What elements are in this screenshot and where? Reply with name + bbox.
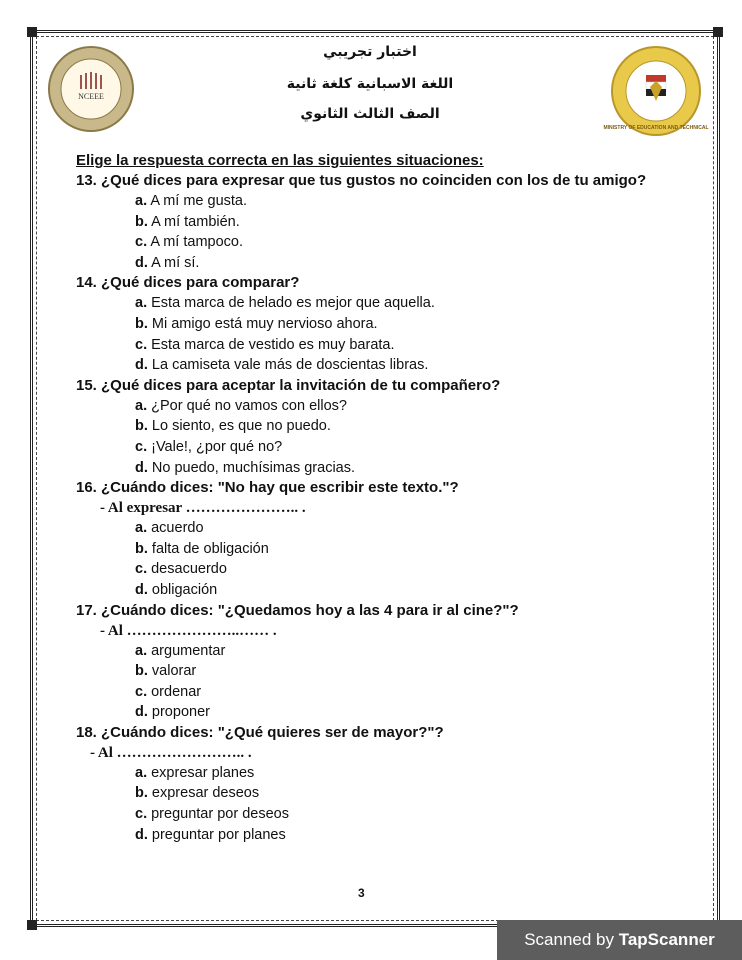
option-text: preguntar por planes xyxy=(147,826,286,843)
option-text: A mí me gusta. xyxy=(147,193,248,209)
option-text: falta de obligación xyxy=(147,540,269,557)
question-list xyxy=(76,171,696,845)
option-letter: d. xyxy=(135,581,148,598)
ministry-logo xyxy=(603,45,709,137)
option-letter: b. xyxy=(135,418,148,435)
answer-option[interactable] xyxy=(135,191,696,212)
option-text: ¿Por qué no vamos con ellos? xyxy=(147,397,347,414)
option-letter: d. xyxy=(135,254,148,271)
answer-option[interactable] xyxy=(135,335,696,356)
answer-option[interactable] xyxy=(135,763,696,784)
question-text: 18. ¿Cuándo dices: "¿Qué quieres ser de mayor?"? xyxy=(76,723,444,741)
answer-option[interactable] xyxy=(135,232,696,253)
option-letter: a. xyxy=(135,193,148,209)
option-letter: d. xyxy=(135,704,148,721)
scanner-watermark xyxy=(497,920,742,960)
option-letter: a. xyxy=(135,295,148,312)
question-text: 16. ¿Cuándo dices: "No hay que escribir este texto."? xyxy=(76,479,459,497)
option-letter: d. xyxy=(135,459,148,476)
border-corner xyxy=(27,920,37,930)
option-text: valorar xyxy=(147,663,197,680)
answer-option[interactable] xyxy=(135,396,696,417)
answer-option[interactable] xyxy=(135,212,696,233)
answer-option[interactable] xyxy=(135,804,696,825)
answer-option[interactable] xyxy=(135,314,696,335)
answer-option[interactable] xyxy=(135,253,696,274)
question-prompt: - Al expresar ………………….. . xyxy=(100,500,306,517)
option-letter: c. xyxy=(135,438,148,455)
option-text: preguntar por deseos xyxy=(147,806,289,823)
option-text: desacuerdo xyxy=(147,561,227,578)
option-letter: a. xyxy=(135,764,148,781)
scanner-prefix: Scanned by xyxy=(524,930,619,949)
option-letter: b. xyxy=(135,540,148,557)
option-text: expresar planes xyxy=(147,764,255,781)
option-letter: d. xyxy=(135,826,148,843)
question-text: 13. ¿Qué dices para expresar que tus gustos no coinciden con los de tu amigo? xyxy=(76,172,647,189)
question-text: 17. ¿Cuándo dices: "¿Quedamos hoy a las 4 para ir al cine?"? xyxy=(76,601,519,619)
nceee-logo xyxy=(47,45,135,133)
border-corner xyxy=(713,27,723,37)
option-text: Esta marca de vestido es muy barata. xyxy=(147,336,395,353)
option-letter: c. xyxy=(135,683,148,700)
option-letter: c. xyxy=(135,561,148,578)
option-text: obligación xyxy=(147,581,218,598)
answer-option[interactable] xyxy=(135,559,696,580)
option-letter: c. xyxy=(135,234,148,251)
question-prompt: - Al …………………..…… . xyxy=(100,622,277,639)
option-text: Lo siento, es que no puedo. xyxy=(147,418,331,435)
option-text: No puedo, muchísimas gracias. xyxy=(147,459,356,476)
question-prompt: - Al …………………….. . xyxy=(90,744,252,761)
exam-grade: الصف الثالث الثانوي xyxy=(300,106,440,122)
option-text: acuerdo xyxy=(147,520,204,537)
option-letter: c. xyxy=(135,336,148,353)
question-text: 14. ¿Qué dices para comparar? xyxy=(76,274,300,292)
option-text: A mí tampoco. xyxy=(147,234,244,251)
answer-option[interactable] xyxy=(135,580,696,601)
option-text: ¡Vale!, ¿por qué no? xyxy=(147,438,283,455)
answer-option[interactable] xyxy=(135,702,696,723)
answer-option[interactable] xyxy=(135,355,696,376)
answer-option[interactable] xyxy=(135,661,696,682)
option-text: expresar deseos xyxy=(147,785,260,802)
answer-option[interactable] xyxy=(135,518,696,539)
option-letter: a. xyxy=(135,397,148,414)
option-text: Esta marca de helado es mejor que aquella. xyxy=(147,295,435,312)
answer-option[interactable] xyxy=(135,416,696,437)
exam-title: اختبار تجريبي xyxy=(323,44,417,60)
option-text: Mi amigo está muy nervioso ahora. xyxy=(147,315,378,332)
answer-option[interactable] xyxy=(135,825,696,846)
answer-option[interactable] xyxy=(135,437,696,458)
answer-option[interactable] xyxy=(135,539,696,560)
option-letter: a. xyxy=(135,520,148,537)
exam-subject: اللغة الاسبانية كلغة ثانية xyxy=(286,76,454,92)
nceee-logo-text: NCEEE xyxy=(78,92,104,101)
question-text: 15. ¿Qué dices para aceptar la invitación de tu compañero? xyxy=(76,376,501,394)
option-letter: a. xyxy=(135,642,148,659)
option-text: proponer xyxy=(147,704,210,721)
answer-option[interactable] xyxy=(135,293,696,314)
border-corner xyxy=(27,27,37,37)
scanner-brand: TapScanner xyxy=(618,930,715,949)
option-text: ordenar xyxy=(147,683,202,700)
option-letter: b. xyxy=(135,663,148,680)
option-letter: b. xyxy=(135,315,148,332)
option-text: La camiseta vale más de doscientas libras. xyxy=(147,357,429,374)
answer-option[interactable] xyxy=(135,641,696,662)
instruction: Elige la respuesta correcta en las siguientes situaciones: xyxy=(76,152,484,169)
option-text: A mí también. xyxy=(147,213,240,230)
option-letter: b. xyxy=(135,213,148,230)
answer-option[interactable] xyxy=(135,682,696,703)
answer-option[interactable] xyxy=(135,783,696,804)
option-letter: c. xyxy=(135,806,148,823)
option-text: A mí sí. xyxy=(147,254,200,271)
option-text: argumentar xyxy=(147,642,226,659)
option-letter: b. xyxy=(135,785,148,802)
answer-option[interactable] xyxy=(135,458,696,479)
ministry-logo-text: MINISTRY OF EDUCATION AND TECHNICAL xyxy=(603,125,709,131)
page-number: 3 xyxy=(358,886,365,900)
exam-content xyxy=(76,152,696,845)
option-letter: d. xyxy=(135,357,148,374)
